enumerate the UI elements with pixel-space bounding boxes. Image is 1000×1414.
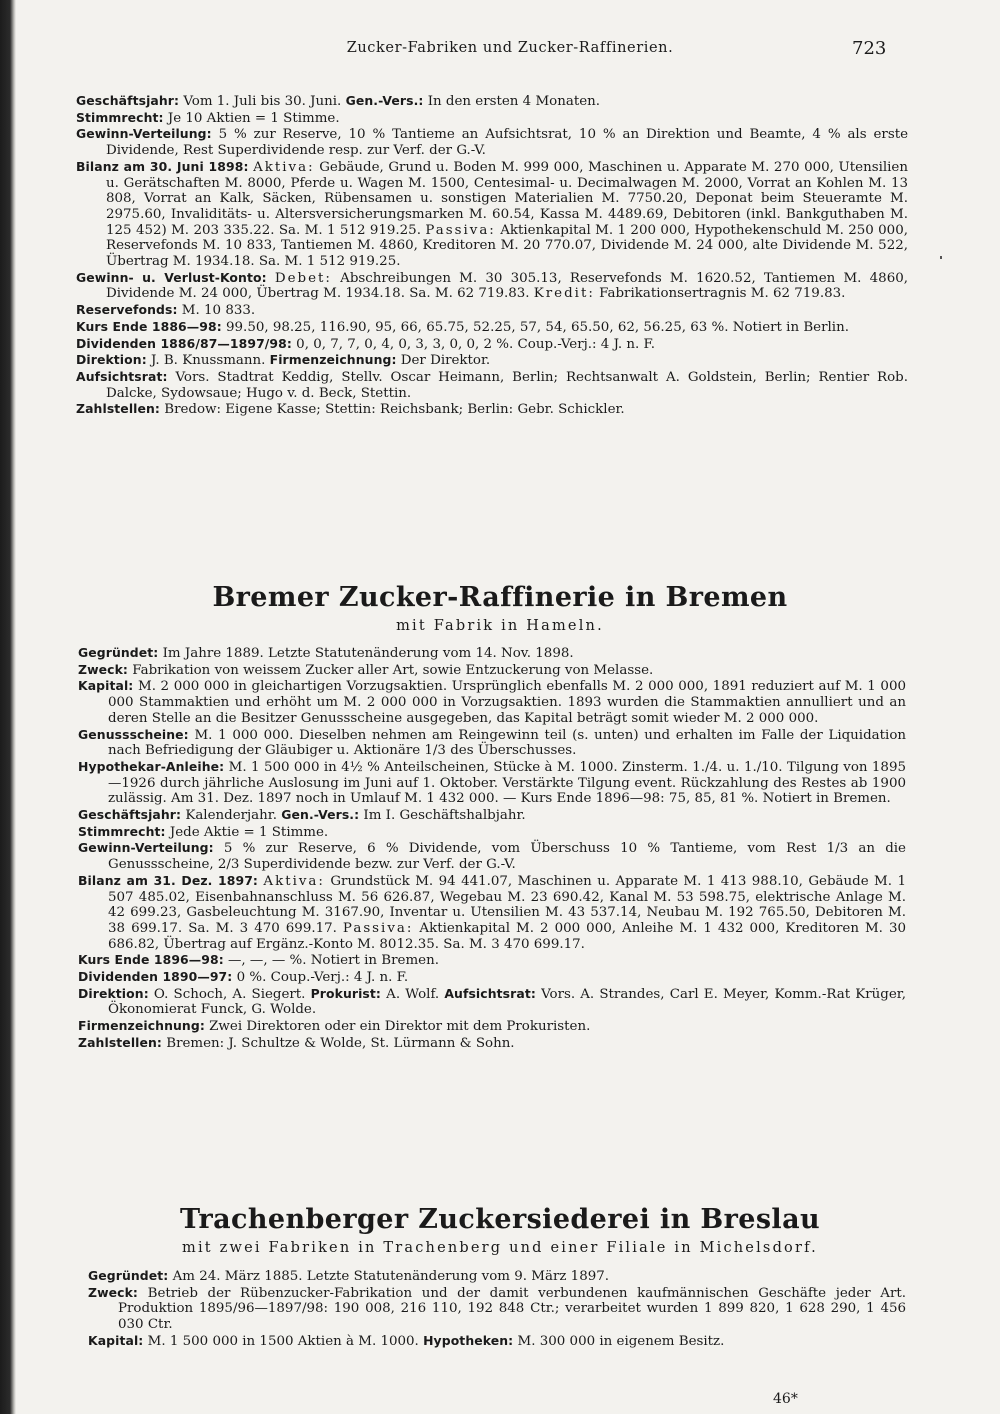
company-title-bremer: Bremer Zucker-Raffinerie in Bremen	[212, 582, 788, 613]
entry-paragraph	[78, 727, 906, 759]
entry-text: Grundstück M. 94 441.07, Maschinen u. Apparate M. 1 413 988.10, Gebäude M. 1 507 485.02, Eisenbahnanschluss M. 56 626.87, Wegebau M. 23 690.42, Kanal M. 53 598.75, elektrische Anlage M. 42 699.23, Gasbeleuchtung M. 3167.90, Inventar u. Utensilien M. 43 537.14, Neubau M. 192 765.50, Debitoren M. 38 699.17. Sa. M. 3 470 699.17.	[108, 873, 906, 936]
entry-label: Kapital:	[78, 678, 134, 694]
entry-paragraph	[78, 840, 906, 872]
entry-paragraph	[78, 662, 906, 679]
entry-label: Gegründet:	[78, 645, 159, 660]
entry-label: Genussscheine:	[78, 726, 189, 742]
entry-text: 5 % zur Reserve, 10 % Tantieme an Aufsichtsrat, 10 % an Direktion und Beamte, 4 % als erste Dividende, Rest Superdividende resp. zur Verf. der G.-V.	[106, 127, 908, 159]
entry-label: Firmenzeichnung:	[78, 1018, 205, 1034]
scan-edge	[0, 0, 16, 1414]
entry-label: Reservefonds:	[76, 302, 178, 318]
spaced-label: Aktiva:	[253, 159, 315, 175]
entry-text: 0, 0, 7, 7, 0, 4, 0, 3, 3, 0, 0, 2 %. Coup.-Verj.: 4 J. n. F.	[291, 336, 656, 352]
entry-paragraph	[76, 159, 908, 270]
entry-paragraph	[78, 952, 906, 969]
entry-paragraph	[76, 401, 908, 418]
entry-text: —, —, — %. Notiert in Bremen.	[223, 953, 439, 969]
entry-text: Gebäude, Grund u. Boden M. 999 000, Maschinen u. Apparate M. 270 000, Utensilien u. Gerätschaften M. 8000, Pferde u. Wagen M. 1500, Centesimal- u. Decimalwagen M. 2000, Vorrat an Kohlen M. 13 808, Vorrat an Kalk, Säcken, Rübensamen u. sonstigen Materialien M. 7750.20, Deponat beim Steueramte M. 2975.60, Invaliditäts- u. Altersversicherungsmarken M. 60.54, Kassa M. 4489.69, Debitoren (inkl. Bankguthaben M. 125 452) M. 203 335.22. Sa. M. 1 512 919.25.	[106, 159, 908, 238]
entry-label: Zweck:	[78, 661, 128, 677]
entry-text: Vom 1. Juli bis 30. Juni.	[179, 94, 346, 109]
entry-paragraph	[78, 986, 906, 1018]
spaced-label: Debet:	[274, 270, 332, 286]
entry-text: Bremen: J. Schultze & Wolde, St. Lürmann & Sohn.	[162, 1035, 515, 1051]
entry-paragraph	[78, 969, 906, 986]
entry-text: In den ersten 4 Monaten.	[423, 94, 601, 109]
spaced-label: Passiva:	[425, 222, 496, 238]
entry-text: Kalenderjahr.	[181, 808, 282, 824]
entry-label: Geschäftsjahr:	[78, 807, 182, 823]
entry-label: Gewinn-Verteilung:	[78, 840, 214, 856]
entry-paragraph	[76, 270, 908, 302]
entry-text: Im Jahre 1889. Letzte Statutenänderung vom 14. Nov. 1898.	[158, 646, 574, 661]
entry-label: Gen.-Vers.:	[345, 93, 424, 108]
entry-text: O. Schoch, A. Siegert.	[148, 986, 311, 1002]
company-title-trachenberger: Trachenberger Zuckersiederei in Breslau	[179, 1204, 821, 1235]
entry-paragraph	[78, 807, 906, 824]
entry-label: Direktion:	[76, 352, 147, 368]
entry-label: Bilanz am 31. Dez. 1897:	[78, 872, 258, 888]
entry-text: Aktienkapital M. 2 000 000, Anleihe M. 1 432 000, Kreditoren M. 30 686.82, Übertrag auf Ergänz.-Konto M. 8012.35. Sa. M. 3 470 699.17.	[108, 920, 906, 952]
entry-text: Der Direktor.	[396, 353, 491, 369]
entry-paragraph	[78, 1018, 906, 1035]
entry-text: Abschreibungen M. 30 305.13, Reservefonds M. 1620.52, Tantiemen M. 4860, Dividende M. 24 000, Übertrag M. 1934.18. Sa. M. 62 719.83.	[106, 270, 908, 302]
entry-text: Je 10 Aktien = 1 Stimme.	[163, 110, 340, 126]
entry-paragraph	[76, 352, 908, 369]
entry-text: A. Wolf.	[381, 986, 445, 1002]
entry-text: Fabrikation von weissem Zucker aller Art, sowie Entzuckerung von Melasse.	[127, 662, 654, 678]
entry-paragraph	[76, 302, 908, 319]
section-previous-company	[76, 93, 908, 418]
scan-speck	[940, 256, 942, 259]
entry-text: Jede Aktie = 1 Stimme.	[165, 824, 329, 840]
page-number: 723	[852, 38, 887, 59]
entry-text: J. B. Knussmann.	[146, 353, 270, 369]
entry-label: Stimmrecht:	[76, 109, 164, 125]
section-trachenberger	[88, 1268, 906, 1350]
entry-text: Vors. A. Strandes, Carl E. Meyer, Komm.-Rat Krüger, Ökonomierat Funck, G. Wolde.	[108, 986, 906, 1018]
entry-paragraph	[76, 110, 908, 127]
entry-text: M. 300 000 in eigenem Besitz.	[513, 1333, 725, 1349]
signature-mark: 46*	[773, 1391, 798, 1407]
entry-text: Zwei Direktoren oder ein Direktor mit dem Prokuristen.	[204, 1019, 591, 1035]
entry-text: M. 1 500 000 in 4½ % Anteilscheinen, Stücke à M. 1000. Zinsterm. 1./4. u. 1./10. Tilgung von 1895—1926 durch jährliche Auslosung im Juni auf 1. Oktober. Verstärkte Tilgung event. Rückzahlung des Restes ab 1900 zulässig. Am 31. Dez. 1897 noch in Umlauf M. 1 432 000. — Kurs Ende 1896—98: 75, 85, 81 %. Notiert in Bremen.	[108, 759, 906, 807]
company-subtitle-trachenberger: mit zwei Fabriken in Trachenberg und einer Filiale in Michelsdorf.	[182, 1240, 818, 1256]
entry-paragraph	[78, 678, 906, 726]
entry-label: Bilanz am 30. Juni 1898:	[76, 158, 249, 174]
entry-text: M. 1 000 000. Dieselben nehmen am Reingewinn teil (s. unten) und erhalten im Falle der Liquidation nach Befriedigung der Gläubiger u. Aktionäre 1/3 des Überschusses.	[108, 727, 906, 759]
entry-label: Dividenden 1890—97:	[78, 969, 233, 985]
entry-label: Aufsichtsrat:	[76, 368, 168, 384]
entry-text: Fabrikationsertragnis M. 62 719.83.	[594, 286, 846, 302]
entry-text: M. 10 833.	[177, 303, 256, 319]
entry-paragraph	[88, 1333, 906, 1350]
entry-paragraph	[78, 645, 906, 662]
section-bremer	[78, 645, 906, 1052]
entry-paragraph	[88, 1285, 906, 1333]
spaced-label: Aktiva:	[263, 873, 325, 889]
entry-paragraph	[78, 759, 906, 807]
running-title: Zucker-Fabriken und Zucker-Raffinerien.	[346, 40, 674, 56]
entry-label: Hypothekar-Anleihe:	[78, 758, 225, 774]
entry-label: Zahlstellen:	[78, 1034, 162, 1050]
entry-label: Aufsichtsrat:	[444, 985, 536, 1001]
entry-label: Kurs Ende 1896—98:	[78, 952, 224, 968]
company-subtitle-bremer: mit Fabrik in Hameln.	[396, 618, 604, 634]
entry-text: Bredow: Eigene Kasse; Stettin: Reichsbank; Berlin: Gebr. Schickler.	[160, 402, 625, 418]
entry-label: Firmenzeichnung:	[269, 352, 397, 368]
entry-text: Im I. Geschäftshalbjahr.	[359, 808, 526, 824]
entry-text: M. 1 500 000 in 1500 Aktien à M. 1000.	[143, 1333, 424, 1349]
entry-label: Gewinn- u. Verlust-Konto:	[76, 269, 267, 285]
entry-text: Aktienkapital M. 1 200 000, Hypothekenschuld M. 250 000, Reservefonds M. 10 833, Tantiemen M. 4860, Kreditoren M. 20 770.07, Dividende M. 24 000, alte Dividende M. 522, Übertrag M. 1934.18. Sa. M. 1 512 919.25.	[106, 222, 908, 270]
entry-text: Betrieb der Rübenzucker-Fabrikation und der damit verbundenen kaufmännischen Geschäfte jeder Art. Produktion 1895/96—1897/98: 190 008, 216 110, 192 848 Ctr.; verarbeitet wurden 1 899 820, 1 628 290, 1 456 030 Ctr.	[118, 1285, 906, 1333]
entry-text: 99.50, 98.25, 116.90, 95, 66, 65.75, 52.25, 57, 54, 65.50, 62, 56.25, 63 %. Notiert in Berlin.	[221, 319, 849, 335]
entry-paragraph	[76, 369, 908, 401]
spaced-label: Kredit:	[533, 286, 595, 302]
entry-text: Am 24. März 1885. Letzte Statutenänderung vom 9. März 1897.	[168, 1269, 610, 1284]
entry-label: Hypotheken:	[423, 1332, 514, 1348]
entry-text: M. 2 000 000 in gleichartigen Vorzugsaktien. Ursprünglich ebenfalls M. 2 000 000, 1891 reduziert auf M. 1 000 000 Stammaktien und erhöht um M. 2 000 000 in Vorzugsaktien. 1893 wurden die Stammaktien annulliert und an deren Stelle an die Besitzer Genussscheine ausgegeben, das Kapital beträgt somit wieder M. 2 000 000.	[108, 679, 906, 726]
entry-paragraph	[76, 319, 908, 336]
entry-text: 5 % zur Reserve, 6 % Dividende, vom Überschuss 10 % Tantieme, vom Rest 1/3 an die Genussscheine, 2/3 Superdividende bezw. zur Verf. der G.-V.	[108, 841, 906, 873]
entry-text	[267, 271, 275, 286]
entry-text: 0 %. Coup.-Verj.: 4 J. n. F.	[232, 970, 409, 986]
spaced-label: Passiva:	[342, 920, 414, 936]
entry-paragraph	[78, 1035, 906, 1052]
entry-label: Gegründet:	[88, 1268, 169, 1283]
entry-paragraph	[88, 1268, 906, 1285]
entry-label: Direktion:	[78, 985, 149, 1001]
entry-label: Stimmrecht:	[78, 823, 166, 839]
entry-paragraph	[78, 873, 906, 953]
entry-paragraph	[78, 824, 906, 841]
entry-label: Kapital:	[88, 1332, 144, 1348]
entry-text: Vors. Stadtrat Keddig, Stellv. Oscar Heimann, Berlin; Rechtsanwalt A. Goldstein, Berlin; Rentier Rob. Dalcke, Sydowsaue; Hugo v. d. Beck, Stettin.	[106, 369, 908, 401]
entry-label: Zahlstellen:	[76, 401, 160, 417]
entry-label: Zweck:	[88, 1284, 138, 1300]
entry-label: Dividenden 1886/87—1897/98:	[76, 335, 292, 351]
entry-label: Geschäftsjahr:	[76, 93, 180, 108]
entry-paragraph	[76, 126, 908, 158]
entry-label: Gen.-Vers.:	[281, 807, 360, 823]
entry-label: Gewinn-Verteilung:	[76, 126, 212, 142]
entry-label: Prokurist:	[310, 985, 381, 1001]
entry-paragraph	[76, 93, 908, 110]
entry-label: Kurs Ende 1886—98:	[76, 318, 222, 334]
entry-paragraph	[76, 336, 908, 353]
